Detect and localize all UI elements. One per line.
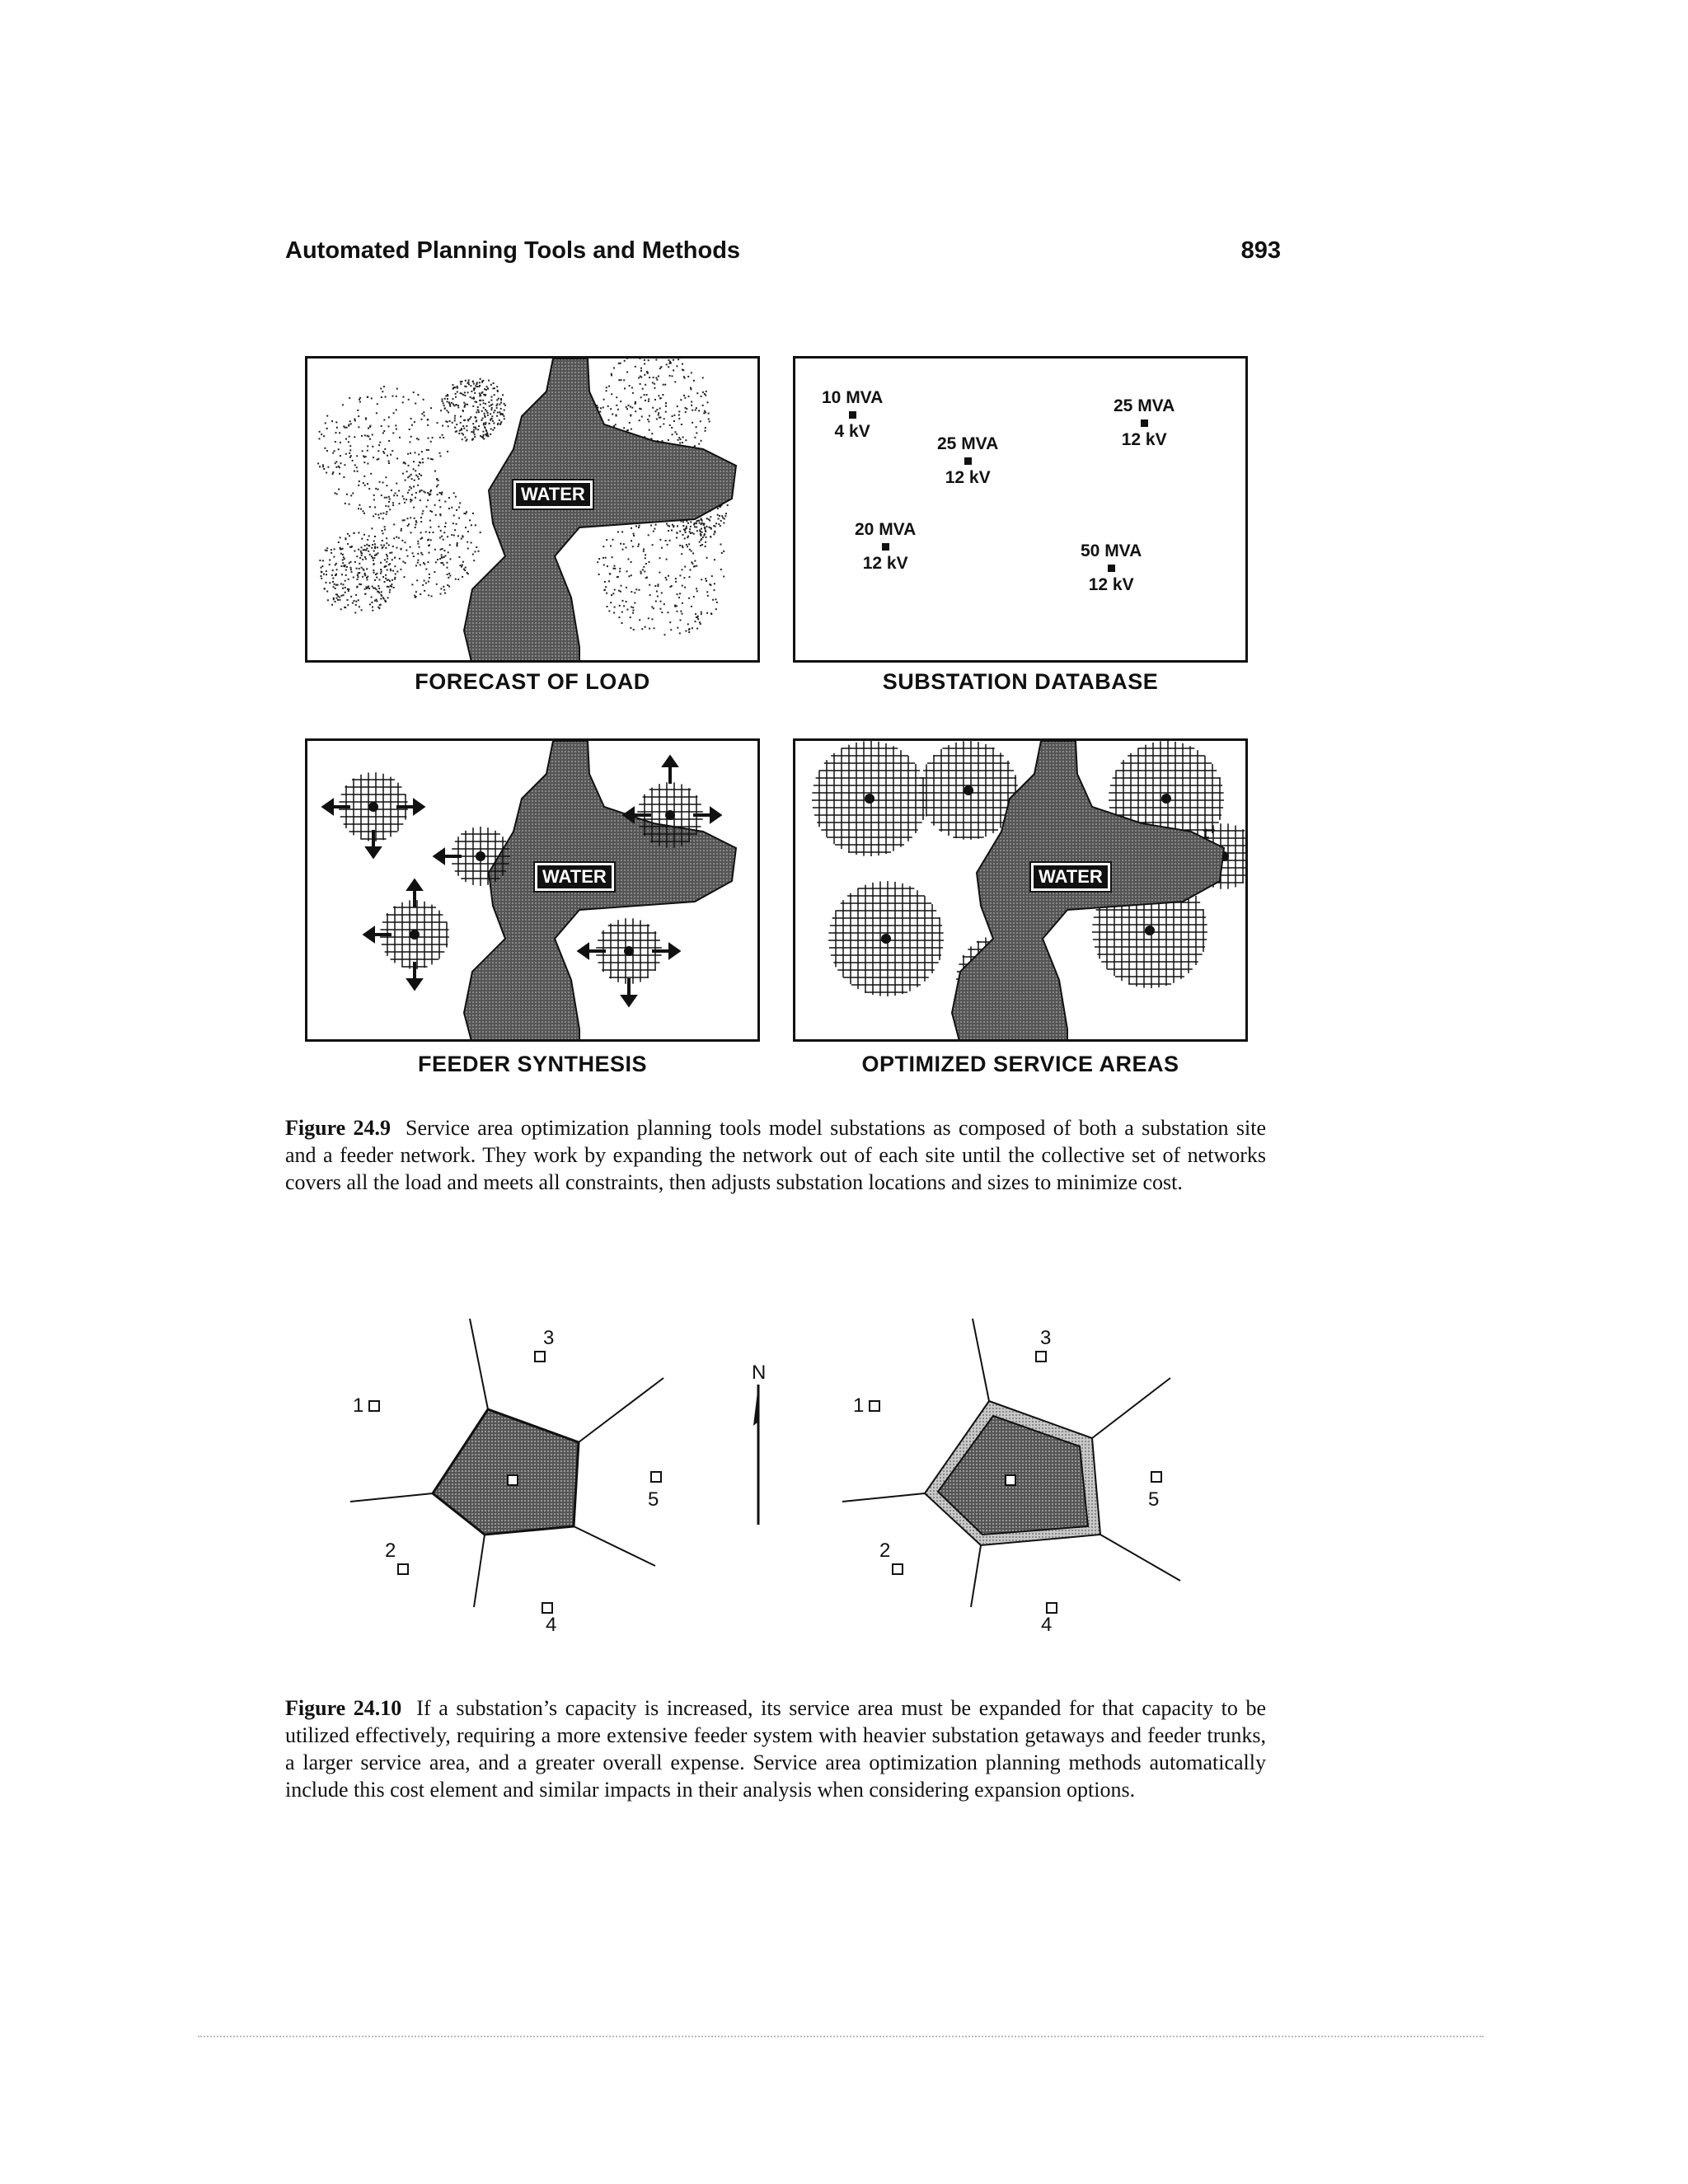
site-label-4: 4 [546, 1614, 557, 1636]
substation-entry: 10 MVA 4 kV [822, 388, 884, 441]
forecast-map [307, 359, 760, 663]
north-arrow [753, 1385, 758, 1525]
panel-label-optimized-service-areas: OPTIMIZED SERVICE AREAS [861, 1052, 1179, 1076]
site-label-2: 2 [385, 1540, 396, 1562]
water-label: WATER [535, 863, 614, 891]
substation-entry: 25 MVA 12 kV [1114, 396, 1175, 449]
site-label-2: 2 [879, 1540, 891, 1562]
caption-text: Service area optimization planning tools model substations as composed of both a substation site and a feeder network. They work by expanding the network out of each site until the collective set of networks covers all the load and meets all constraints, then adjusts substation locations and sizes to minimize cost. [285, 1116, 1266, 1194]
optimized-service-areas-panel [793, 738, 1248, 1042]
optimized-service-map [795, 741, 1248, 1042]
site-label-5: 5 [1148, 1488, 1160, 1511]
figure-24-9-caption [285, 1114, 1266, 1196]
water-label: WATER [1031, 863, 1110, 891]
page-number: 893 [1240, 237, 1281, 264]
figure-label: Figure 24.9 [285, 1116, 391, 1140]
panel-label-forecast: FORECAST OF LOAD [415, 669, 650, 694]
site-label-3: 3 [543, 1327, 555, 1349]
panel-label-feeder-synthesis: FEEDER SYNTHESIS [417, 1052, 648, 1076]
substation-entry: 50 MVA 12 kV [1081, 541, 1142, 594]
caption-text: If a substation’s capacity is increased, its service area must be expanded for that capacity to be utilized effectively, requiring a more extensive feeder system with heavier substation getaways and feeder trunks, a larger service area, and a greater overall expense. Service area optimization planning methods automatically include this cost element and similar impacts in their analysis when considering expansion options. [285, 1696, 1266, 1802]
feeder-synthesis-panel [305, 738, 760, 1042]
north-label: N [752, 1361, 767, 1384]
site-label-3: 3 [1040, 1327, 1052, 1349]
water-body [464, 741, 736, 1042]
panel-label-substation-database: SUBSTATION DATABASE [882, 669, 1159, 694]
feeder-synthesis-map [307, 741, 760, 1042]
site-label-1: 1 [353, 1394, 364, 1417]
site-label-4: 4 [1041, 1614, 1053, 1636]
service-area-polygon [433, 1409, 579, 1535]
site-label-1: 1 [853, 1394, 865, 1417]
water-label: WATER [513, 480, 593, 509]
figure-24-10-caption [285, 1694, 1266, 1803]
substation-site-marker [508, 1475, 518, 1485]
scan-artifact-line [198, 2036, 1484, 2039]
substation-entry: 25 MVA 12 kV [937, 434, 999, 487]
figure-label: Figure 24.10 [285, 1696, 402, 1720]
running-head-title: Automated Planning Tools and Methods [285, 237, 741, 264]
page-header [285, 237, 1281, 270]
substation-database-panel [793, 356, 1248, 663]
figure-24-10-diagram [330, 1319, 1236, 1648]
forecast-of-load-panel [305, 356, 760, 663]
site-label-5: 5 [648, 1488, 659, 1511]
substation-site-marker [1006, 1475, 1015, 1485]
substation-entry: 20 MVA 12 kV [855, 520, 917, 573]
